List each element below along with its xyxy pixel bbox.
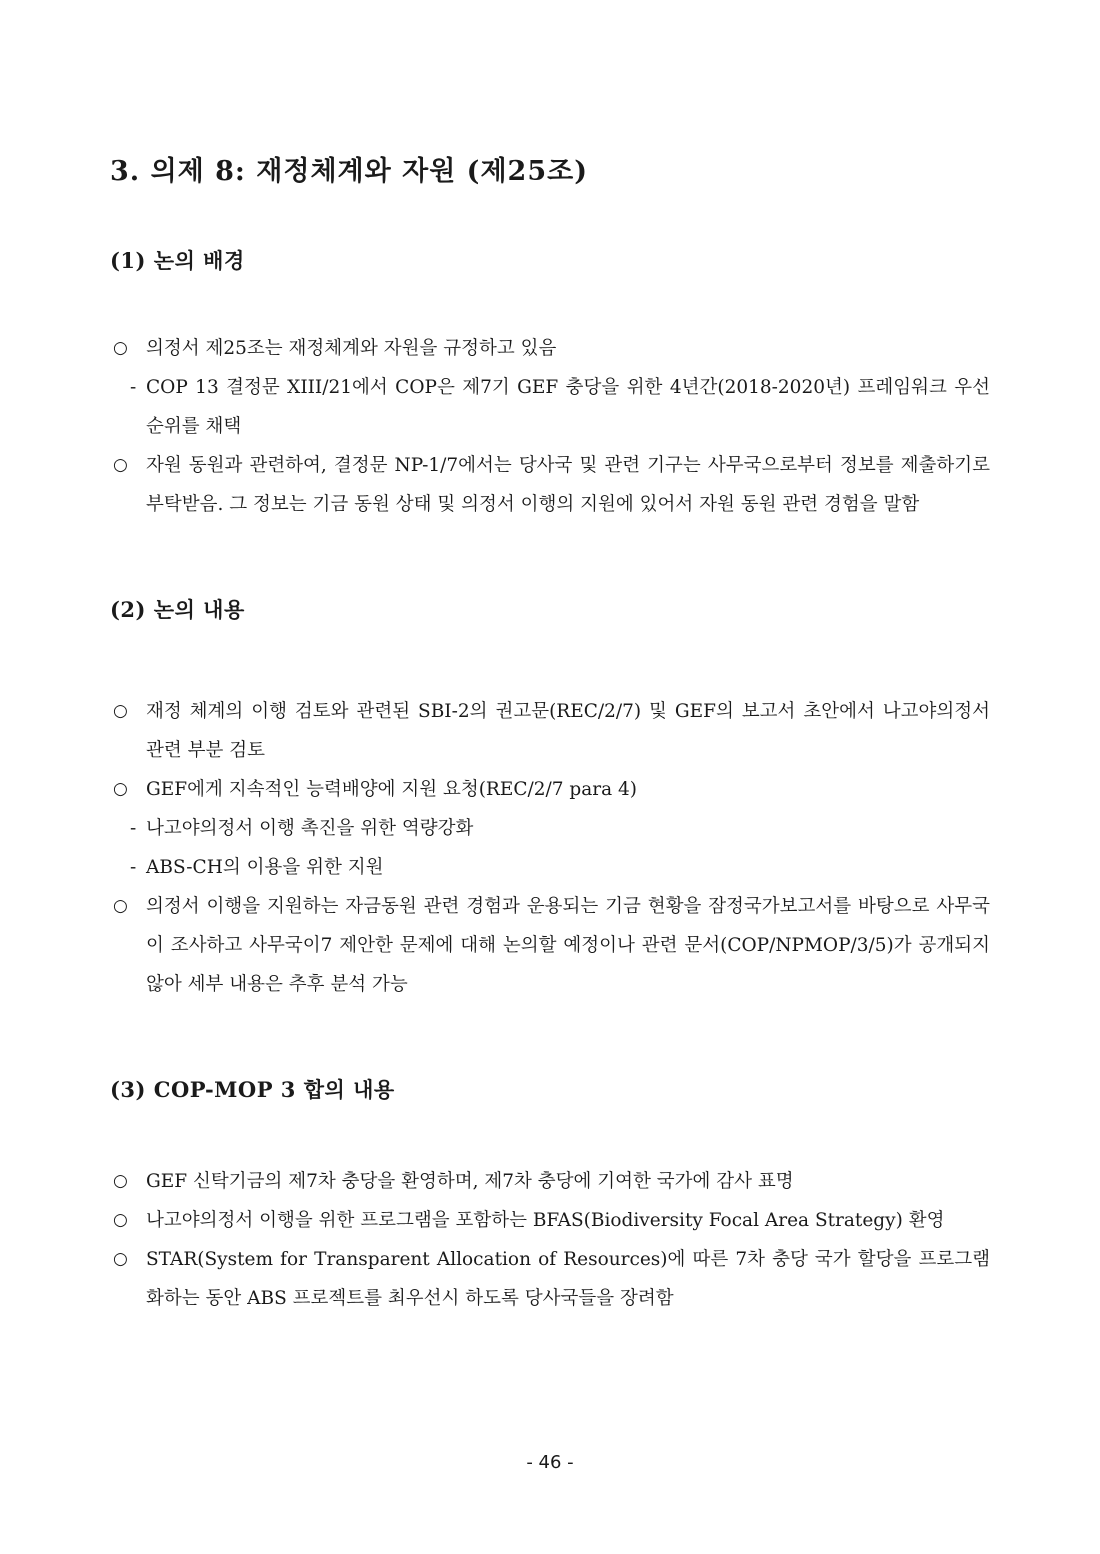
- section-items: [110, 1162, 990, 1318]
- dash-mark: -: [130, 818, 137, 839]
- dash-item: [110, 368, 990, 446]
- section-discussion: [110, 596, 990, 1004]
- bullet-item: [110, 1240, 990, 1318]
- bullet-mark: ○: [113, 701, 128, 721]
- section-items: [110, 692, 990, 1004]
- bullet-mark: ○: [113, 1210, 128, 1230]
- section-heading: (1) 논의 배경: [110, 248, 245, 273]
- bullet-item: [110, 692, 990, 770]
- dash-item: [110, 848, 990, 887]
- bullet-item: [110, 887, 990, 1004]
- dash-mark: -: [130, 857, 137, 878]
- bullet-mark: ○: [113, 779, 128, 799]
- dash-text: ABS-CH의 이용을 위한 지원: [146, 857, 384, 878]
- bullet-item: [110, 770, 990, 809]
- dash-text: 나고야의정서 이행 촉진을 위한 역량강화: [146, 818, 474, 839]
- bullet-text: 나고야의정서 이행을 위한 프로그램을 포함하는 BFAS(Biodiversity Focal Area Strategy) 환영: [146, 1210, 945, 1231]
- bullet-mark: ○: [113, 896, 128, 916]
- bullet-item: [110, 446, 990, 524]
- dash-text: COP 13 결정문 XIII/21에서 COP은 제7기 GEF 충당을 위한 4년간(2018-2020년) 프레임워크 우선순위를 채택: [146, 377, 990, 437]
- bullet-text: STAR(System for Transparent Allocation of Resources)에 따른 7차 충당 국가 할당을 프로그램화하는 동안 ABS 프로젝트를 최우선시 하도록 당사국들을 장려함: [146, 1249, 990, 1309]
- bullet-text: GEF에게 지속적인 능력배양에 지원 요청(REC/2/7 para 4): [146, 779, 638, 800]
- bullet-mark: ○: [113, 1249, 128, 1269]
- bullet-item: [110, 1201, 990, 1240]
- bullet-item: [110, 329, 990, 368]
- bullet-mark: ○: [113, 338, 128, 358]
- dash-mark: -: [130, 377, 137, 398]
- bullet-text: 의정서 제25조는 재정체계와 자원을 규정하고 있음: [146, 338, 557, 359]
- bullet-mark: ○: [113, 1171, 128, 1191]
- bullet-item: [110, 1162, 990, 1201]
- dash-item: [110, 809, 990, 848]
- section-agreement: [110, 1076, 990, 1318]
- bullet-text: 재정 체계의 이행 검토와 관련된 SBI-2의 권고문(REC/2/7) 및 GEF의 보고서 초안에서 나고야의정서 관련 부분 검토: [146, 701, 990, 761]
- section-items: [110, 329, 990, 524]
- section-heading: (2) 논의 내용: [110, 597, 245, 622]
- document-content: [110, 155, 990, 1318]
- page-number: - 46 -: [526, 1452, 574, 1473]
- bullet-text: 자원 동원과 관련하여, 결정문 NP-1/7에서는 당사국 및 관련 기구는 사무국으로부터 정보를 제출하기로 부탁받음. 그 정보는 기금 동원 상태 및 의정서 이행의 지원에 있어서 자원 동원 관련 경험을 말함: [146, 455, 990, 515]
- bullet-text: 의정서 이행을 지원하는 자금동원 관련 경험과 운용되는 기금 현황을 잠정국가보고서를 바탕으로 사무국이 조사하고 사무국이7 제안한 문제에 대해 논의할 예정이나 관련 문서(COP/NPMOP/3/5)가 공개되지 않아 세부 내용은 추후 분석 가능: [146, 896, 990, 995]
- section-heading: (3) COP-MOP 3 합의 내용: [110, 1077, 395, 1102]
- bullet-text: GEF 신탁기금의 제7차 충당을 환영하며, 제7차 충당에 기여한 국가에 감사 표명: [146, 1171, 794, 1192]
- section-background: [110, 247, 990, 524]
- page-title: 3. 의제 8: 재정체계와 자원 (제25조): [110, 156, 588, 187]
- bullet-mark: ○: [113, 455, 128, 475]
